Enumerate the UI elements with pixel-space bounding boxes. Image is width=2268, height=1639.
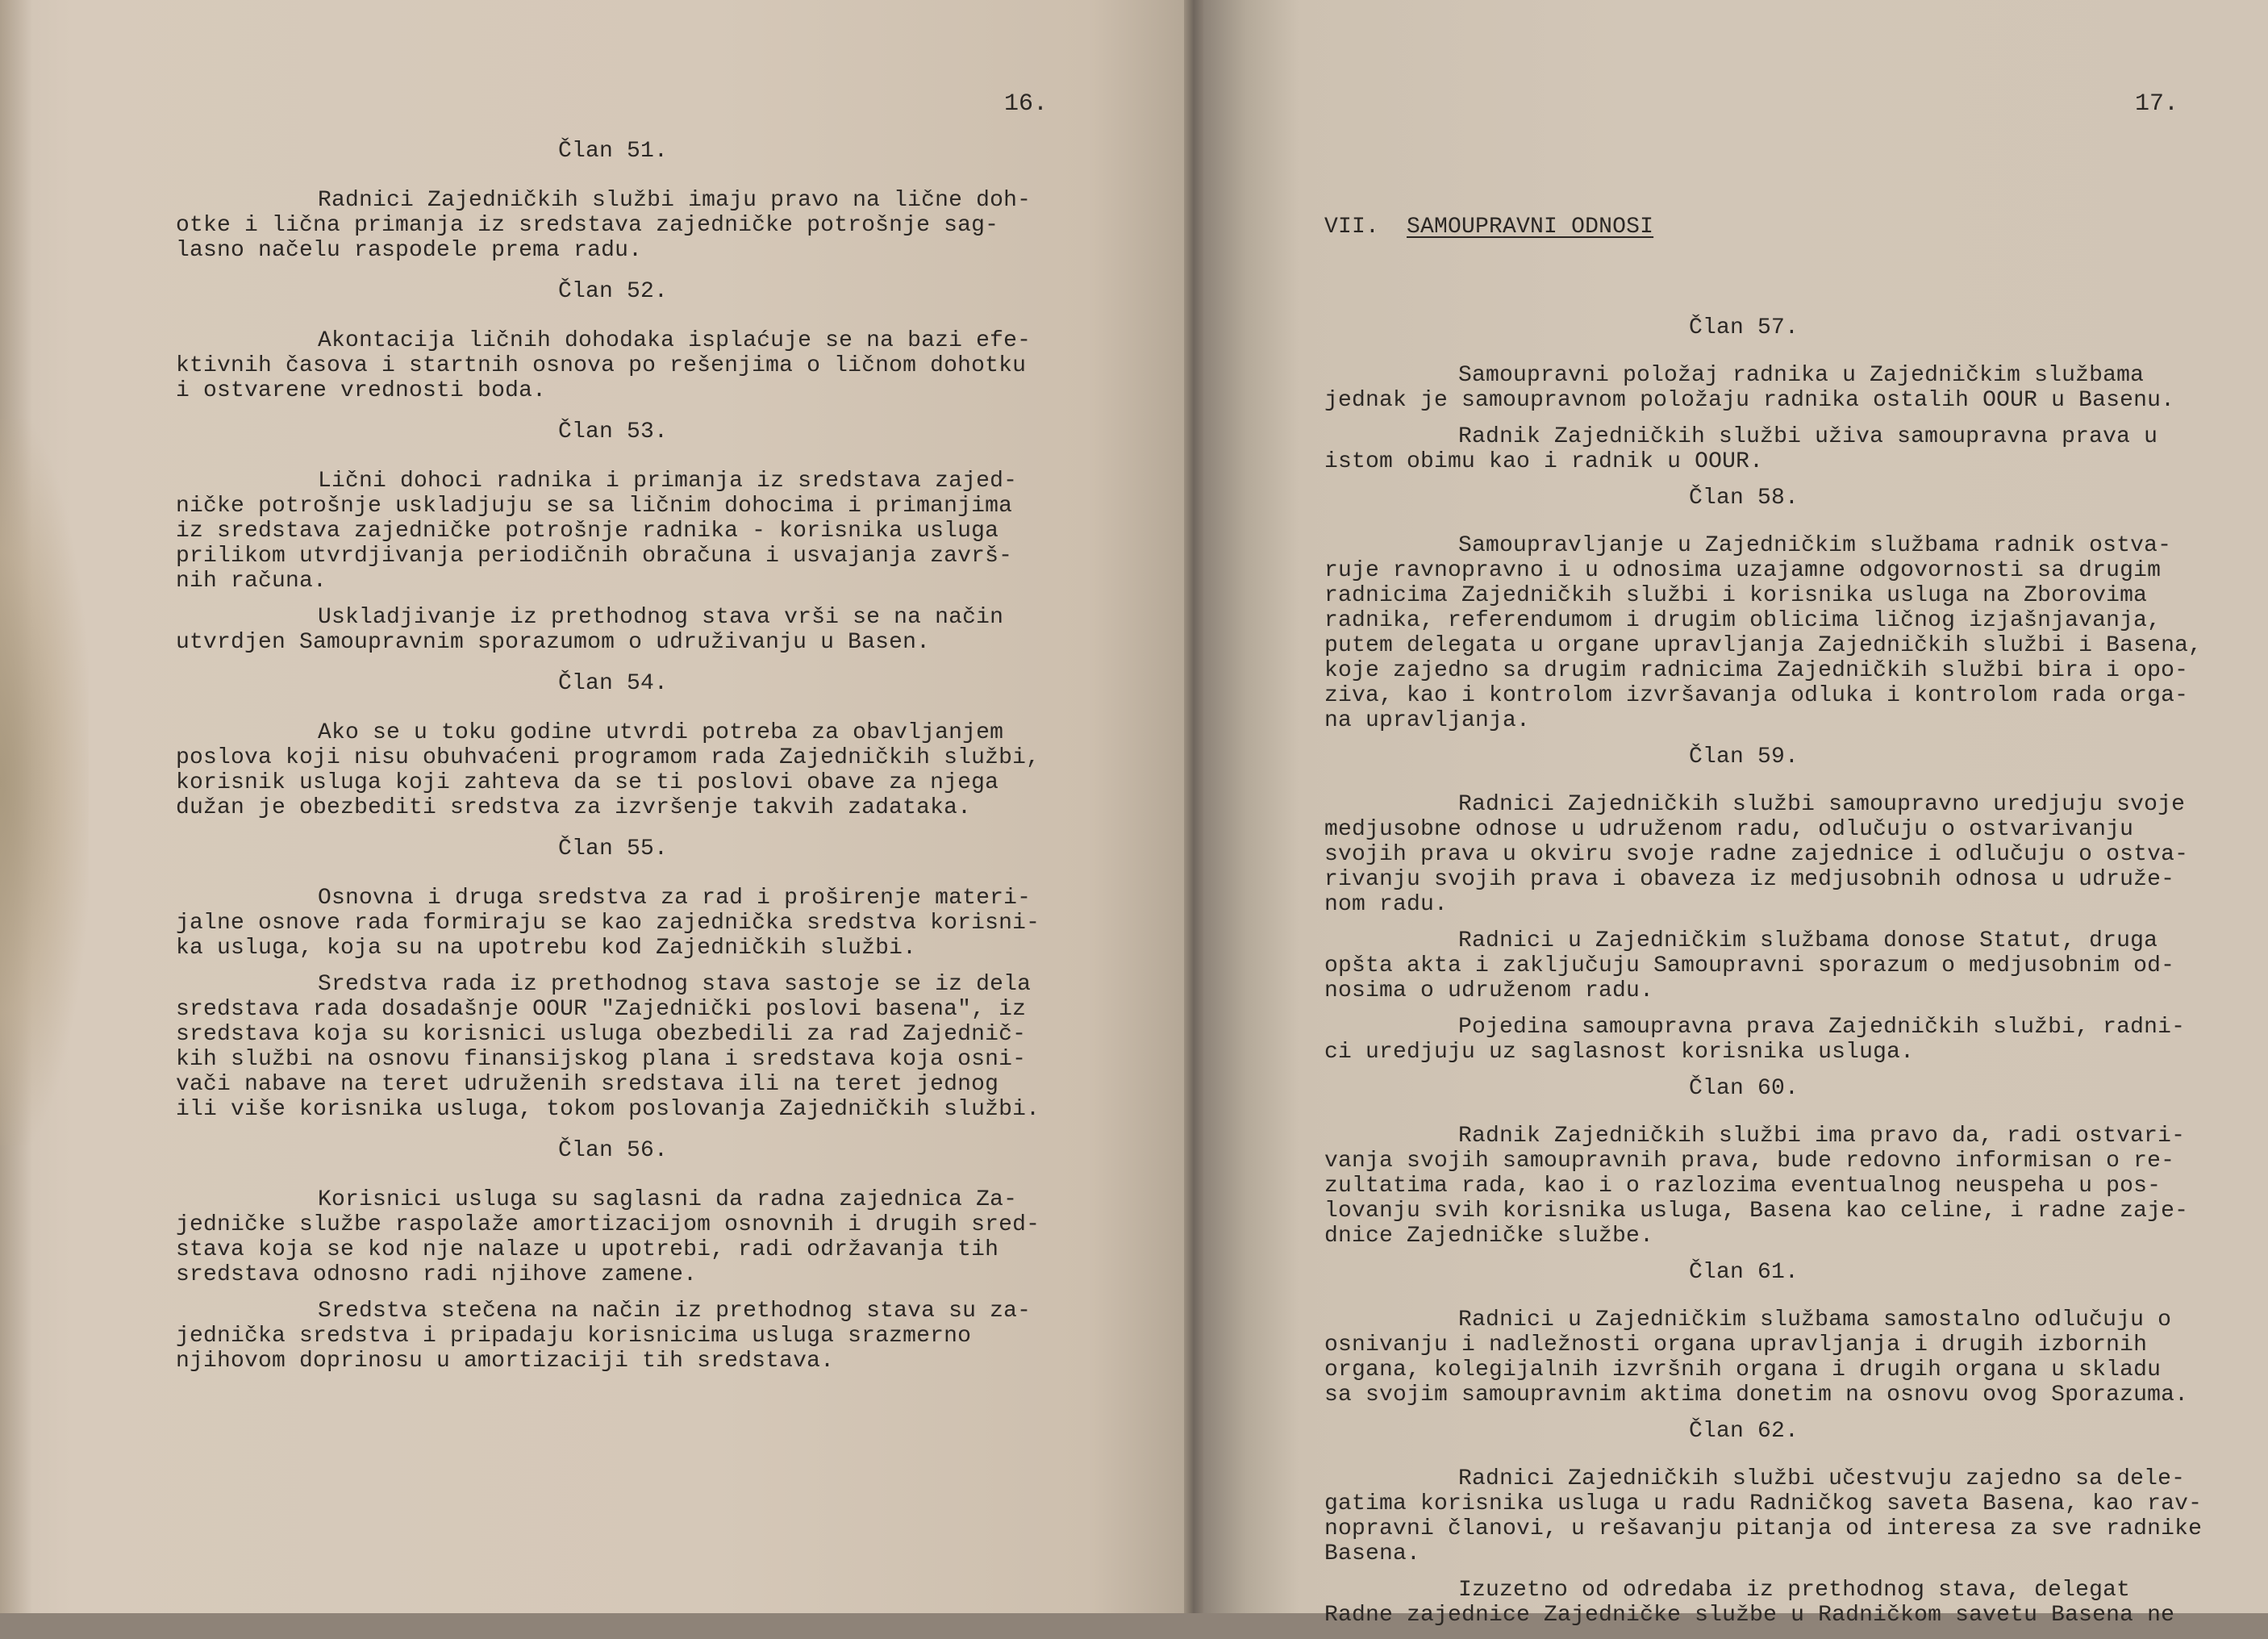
text-line: svojih prava u okviru svoje radne zajednice i odlučuju o ostva-	[1324, 842, 2189, 867]
article-heading: Član 57.	[1689, 315, 1799, 340]
article-heading: Član 61.	[1689, 1260, 1799, 1285]
article-heading: Član 56.	[558, 1138, 669, 1163]
article-paragraph	[176, 720, 1040, 820]
text-line: koje zajedno sa drugim radnicima Zajedničkih službi bira i opo-	[1324, 658, 2189, 683]
text-line: istom obimu kao i radnik u OOUR.	[1324, 449, 1764, 474]
text-line: jednička sredstva i pripadaju korisnicima usluga srazmerno	[176, 1324, 972, 1349]
text-line: nom radu.	[1324, 892, 1449, 917]
text-line: Radnik Zajedničkih službi ima pravo da, radi ostvari-	[1458, 1124, 2186, 1149]
text-line: kih službi na osnovu finansijskog plana i sredstava koja osni-	[176, 1047, 1027, 1072]
article-paragraph	[1324, 1015, 2202, 1065]
article-paragraph	[1324, 1124, 2202, 1249]
text-line: lasno načelu raspodele prema radu.	[176, 238, 643, 263]
text-line: Sredstva stečena na način iz prethodnog stava su za-	[318, 1299, 1032, 1324]
text-line: jednak je samoupravnom položaju radnika ostalih OOUR u Basenu.	[1324, 388, 2175, 413]
text-line: Radne zajednice Zajedničke službe u Radničkom savetu Basena ne	[1324, 1603, 2175, 1628]
text-line: opšta akta i zaključuju Samoupravni sporazum o medjusobnim od-	[1324, 953, 2175, 978]
text-line: Samoupravljanje u Zajedničkim službama radnik ostva-	[1458, 533, 2172, 558]
article-paragraph	[176, 188, 1040, 263]
article-paragraph	[1324, 533, 2202, 733]
text-line: nosima o udruženom radu.	[1324, 978, 1654, 1003]
article-heading: Član 53.	[558, 419, 669, 444]
text-line: ili više korisnika usluga, tokom poslovanja Zajedničkih službi.	[176, 1097, 1040, 1122]
text-line: sredstava rada dosadašnje OOUR "Zajednički poslovi basena", iz	[176, 997, 1027, 1022]
article-heading: Član 58.	[1689, 486, 1799, 511]
text-line: Sredstva rada iz prethodnog stava sastoje se iz dela	[318, 972, 1032, 997]
text-line: njihovom doprinosu u amortizaciji tih sredstava.	[176, 1349, 835, 1374]
text-line: korisnik usluga koji zahteva da se ti poslovi obave za njega	[176, 770, 999, 795]
text-line: Pojedina samoupravna prava Zajedničkih službi, radni-	[1458, 1015, 2186, 1040]
article-paragraph	[176, 328, 1040, 403]
text-line: ruje ravnopravno i u odnosima uzajamne odgovornosti sa drugim	[1324, 558, 2162, 583]
text-line: Osnovna i druga sredstva za rad i proširenje materi-	[318, 886, 1032, 911]
text-line: sredstava koja su korisnici usluga obezbedili za rad Zajednič-	[176, 1022, 1027, 1047]
text-line: Ako se u toku godine utvrdi potreba za obavljanjem	[318, 720, 1004, 745]
text-line: na upravljanja.	[1324, 708, 1531, 733]
section-number: VII.	[1324, 215, 1380, 240]
text-line: Korisnici usluga su saglasni da radna zajednica Za-	[318, 1187, 1018, 1212]
article-paragraph	[1324, 928, 2202, 1003]
text-line: radnika, referendumom i drugim oblicima ličnog izjašnjavanja,	[1324, 608, 2162, 633]
article-heading: Član 60.	[1689, 1076, 1799, 1101]
text-line: vanja svojih samoupravnih prava, bude redovno informisan o re-	[1324, 1149, 2175, 1174]
article-paragraph	[176, 469, 1040, 594]
article-paragraph	[1324, 424, 2202, 474]
article-heading: Član 55.	[558, 836, 669, 861]
article-heading: Član 52.	[558, 279, 669, 304]
article-paragraph	[1324, 1578, 2202, 1628]
text-line: stava koja se kod nje nalaze u upotrebi, radi održavanja tih	[176, 1237, 999, 1262]
page-number: 17.	[2135, 90, 2179, 118]
article-paragraph	[1324, 1466, 2202, 1566]
text-line: dužan je obezbediti sredstva za izvršenje takvih zadataka.	[176, 795, 972, 820]
article-paragraph	[176, 1299, 1040, 1374]
text-line: gatima korisnika usluga u radu Radničkog saveta Basena, kao rav-	[1324, 1491, 2203, 1516]
text-line: poslova koji nisu obuhvaćeni programom rada Zajedničkih službi,	[176, 745, 1040, 770]
text-line: rivanju svojih prava i obaveza iz medjusobnih odnosa u udruže-	[1324, 867, 2175, 892]
text-line: sa svojim samoupravnim aktima donetim na osnovu ovog Sporazuma.	[1324, 1383, 2189, 1408]
right-page	[1203, 0, 2268, 1628]
text-line: lovanju svih korisnika usluga, Basena kao celine, i radne zaje-	[1324, 1199, 2189, 1224]
text-line: jedničke službe raspolaže amortizacijom osnovnih i drugih sred-	[176, 1212, 1040, 1237]
text-line: iz sredstava zajedničke potrošnje radnika - korisnika usluga	[176, 519, 999, 544]
text-line: ka usluga, koja su na upotrebu kod Zajedničkih službi.	[176, 936, 917, 961]
article-paragraph	[1324, 792, 2202, 917]
text-line: Radnici Zajedničkih službi učestvuju zajedno sa dele-	[1458, 1466, 2186, 1491]
text-line: nopravni članovi, u rešavanju pitanja od interesa za sve radnike	[1324, 1516, 2203, 1541]
right-page-content	[1324, 165, 2202, 1639]
text-line: utvrdjen Samoupravnim sporazumom o udruživanju u Basen.	[176, 630, 931, 655]
text-line: osnivanju i nadležnosti organa upravljanja i drugih izbornih	[1324, 1332, 2148, 1357]
text-line: dnice Zajedničke službe.	[1324, 1224, 1654, 1249]
article-paragraph	[176, 605, 1040, 655]
text-line: nih računa.	[176, 569, 327, 594]
text-line: Samoupravni položaj radnika u Zajedničkim službama	[1458, 363, 2145, 388]
section-heading	[1324, 215, 2202, 240]
text-line: Radnici Zajedničkih službi imaju pravo na lične doh-	[318, 188, 1032, 213]
article-paragraph	[1324, 1307, 2202, 1408]
article-heading: Član 51.	[558, 139, 669, 164]
article-heading: Član 62.	[1689, 1419, 1799, 1444]
text-line: Radnik Zajedničkih službi uživa samoupravna prava u	[1458, 424, 2158, 449]
water-stain	[0, 419, 89, 1145]
text-line: vači nabave na teret udruženih sredstava ili na teret jednog	[176, 1072, 999, 1097]
article-heading: Član 59.	[1689, 744, 1799, 769]
text-line: i ostvarene vrednosti boda.	[176, 378, 547, 403]
text-line: radnicima Zajedničkih službi i korisnika usluga na Zborovima	[1324, 583, 2148, 608]
left-page-content	[176, 139, 1040, 1385]
text-line: ničke potrošnje uskladjuju se sa ličnim dohocima i primanjima	[176, 494, 1013, 519]
text-line: putem delegata u organe upravljanja Zajedničkih službi i Basena,	[1324, 633, 2203, 658]
book-gutter	[1184, 0, 1203, 1613]
text-line: prilikom utvrdjivanja periodičnih obračuna i usvajanja završ-	[176, 544, 1013, 569]
article-paragraph	[176, 886, 1040, 961]
text-line: Radnici u Zajedničkim službama samostalno odlučuju o	[1458, 1307, 2172, 1332]
article-paragraph	[176, 1187, 1040, 1287]
page-number: 16.	[1004, 90, 1049, 118]
text-line: jalne osnove rada formiraju se kao zajednička sredstva korisni-	[176, 911, 1040, 936]
text-line: Uskladjivanje iz prethodnog stava vrši se na način	[318, 605, 1004, 630]
text-line: Izuzetno od odredaba iz prethodnog stava, delegat	[1458, 1578, 2131, 1603]
text-line: Akontacija ličnih dohodaka isplaćuje se na bazi efe-	[318, 328, 1032, 353]
text-line: Lični dohoci radnika i primanja iz sredstava zajed-	[318, 469, 1018, 494]
spacer	[1324, 290, 2202, 304]
text-line: ci uredjuju uz saglasnost korisnika usluga.	[1324, 1040, 1915, 1065]
article-paragraph	[176, 972, 1040, 1122]
text-line: zultatima rada, kao i o razlozima eventualnog neuspeha u pos-	[1324, 1174, 2162, 1199]
article-paragraph	[1324, 363, 2202, 413]
text-line: Radnici Zajedničkih službi samoupravno uredjuju svoje	[1458, 792, 2186, 817]
text-line: ktivnih časova i startnih osnova po rešenjima o ličnom dohotku	[176, 353, 1027, 378]
text-line: medjusobne odnose u udruženom radu, odlučuju o ostvarivanju	[1324, 817, 2134, 842]
article-heading: Član 54.	[558, 671, 669, 696]
text-line: ziva, kao i kontrolom izvršavanja odluka i kontrolom rada orga-	[1324, 683, 2189, 708]
text-line: otke i lična primanja iz sredstava zajedničke potrošnje sag-	[176, 213, 999, 238]
text-line: sredstava odnosno radi njihove zamene.	[176, 1262, 698, 1287]
text-line: Basena.	[1324, 1541, 1421, 1566]
text-line: Radnici u Zajedničkim službama donose Statut, druga	[1458, 928, 2158, 953]
section-title: SAMOUPRAVNI ODNOSI	[1407, 215, 1654, 240]
text-line: organa, kolegijalnih izvršnih organa i drugih organa u skladu	[1324, 1357, 2162, 1383]
